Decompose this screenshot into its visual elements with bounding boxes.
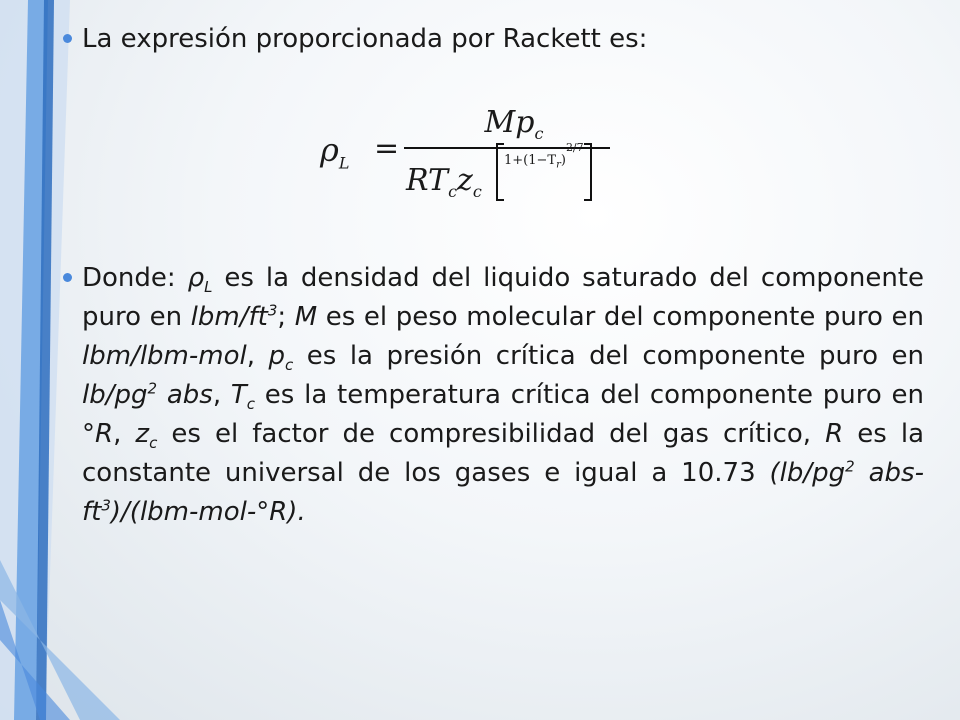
formula-lhs: $\rho_L$ [320, 131, 350, 173]
rackett-formula [314, 103, 644, 213]
bullet-icon [63, 273, 72, 282]
formula-equals: = [374, 131, 400, 166]
formula-denominator: $RT_cz_c$ [406, 163, 482, 201]
formula-numerator: $Mp_c$ [484, 105, 544, 143]
formula-exponent: $1+(1-T_r)^{2/7}$ [496, 143, 592, 201]
bullet-icon [63, 34, 72, 43]
intro-text: La expresión proporcionada por Rackett es: [82, 24, 648, 54]
description-text: Donde: $\rho_L$ es la densidad del liquido saturado del componente puro en lbm/$ft^3$; M es el peso molecular del componente puro en lbm/lbm-mol, $p_c$ es la presión crítica del componente puro en $lb/pg^2$ abs, $T_c$ es la temperatura crítica del componente puro en °R, $z_c$ es el factor de compresibilidad del gas crítico, R es la constante universal de los gases e igual a 10.73 ($lb/pg^2$ abs-$ft^3)/(lbm-mol-^\circ R)$. [82, 263, 925, 527]
